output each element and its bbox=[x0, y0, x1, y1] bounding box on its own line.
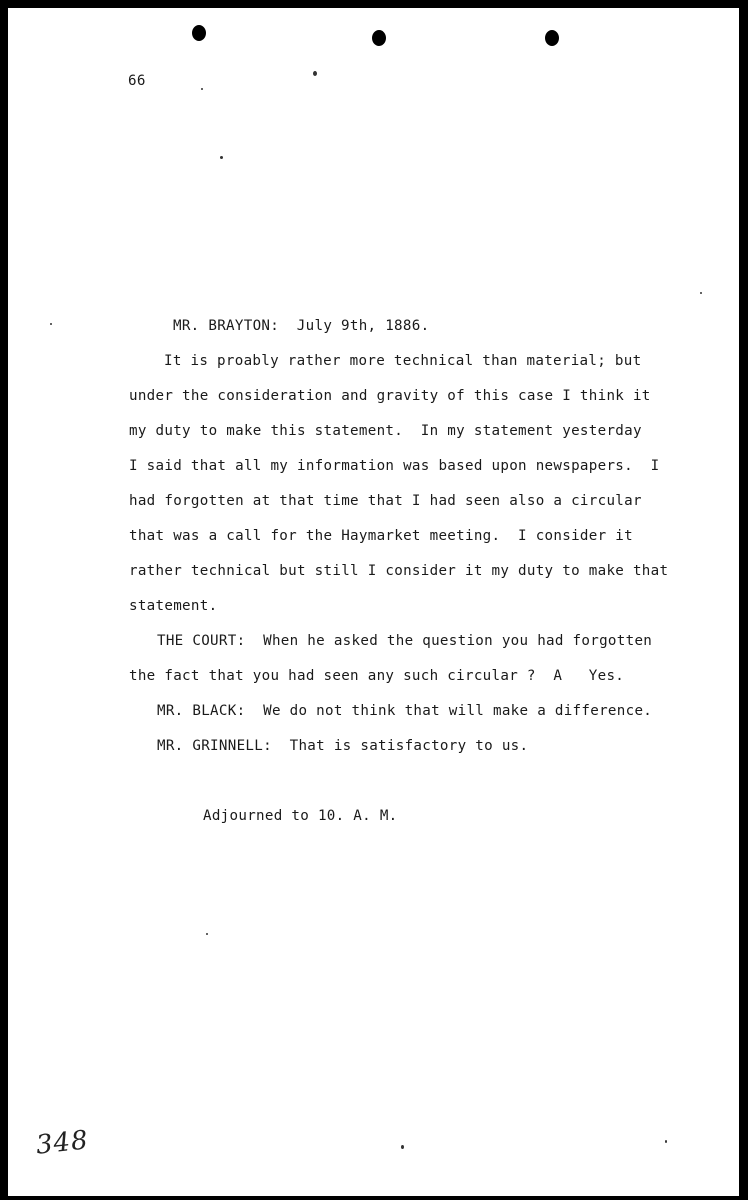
court-question-line: the fact that you had seen any such circular ? A Yes. bbox=[129, 668, 625, 684]
document-page bbox=[8, 8, 739, 1196]
punch-hole-right bbox=[545, 30, 559, 46]
speck bbox=[220, 156, 223, 159]
statement-line: my duty to make this statement. In my statement yesterday bbox=[129, 423, 642, 439]
session-date-line bbox=[173, 319, 429, 333]
punch-hole-left bbox=[192, 25, 206, 41]
page-number: 66 bbox=[128, 73, 146, 89]
statement-line: rather technical but still I consider it my duty to make that bbox=[129, 563, 669, 579]
handwritten-folio-number: 348 bbox=[34, 1125, 91, 1161]
statement-line: statement. bbox=[129, 598, 218, 614]
statement-line: had forgotten at that time that I had seen also a circular bbox=[129, 493, 642, 509]
statement-line: under the consideration and gravity of this case I think it bbox=[129, 388, 651, 404]
speck bbox=[313, 71, 317, 76]
statement-line: I said that all my information was based upon newspapers. I bbox=[129, 458, 660, 474]
speck bbox=[201, 88, 203, 90]
grinnell-statement: MR. GRINNELL: That is satisfactory to us. bbox=[157, 738, 529, 754]
statement-line: It is proably rather more technical than material; but bbox=[164, 353, 642, 369]
speck bbox=[50, 323, 52, 325]
speck bbox=[401, 1145, 404, 1149]
black-statement: MR. BLACK: We do not think that will make a difference. bbox=[157, 703, 653, 719]
statement-line: that was a call for the Haymarket meeting. I consider it bbox=[129, 528, 633, 544]
speck bbox=[206, 933, 208, 935]
court-question-line: THE COURT: When he asked the question you had forgotten bbox=[157, 633, 653, 649]
adjournment-line: Adjourned to 10. A. M. bbox=[203, 808, 398, 824]
session-date: July 9th, 1886. bbox=[296, 318, 430, 334]
speaker-label: MR. BRAYTON: bbox=[173, 318, 280, 334]
punch-hole-center bbox=[372, 30, 386, 46]
speck bbox=[700, 292, 702, 294]
speck bbox=[665, 1140, 667, 1143]
